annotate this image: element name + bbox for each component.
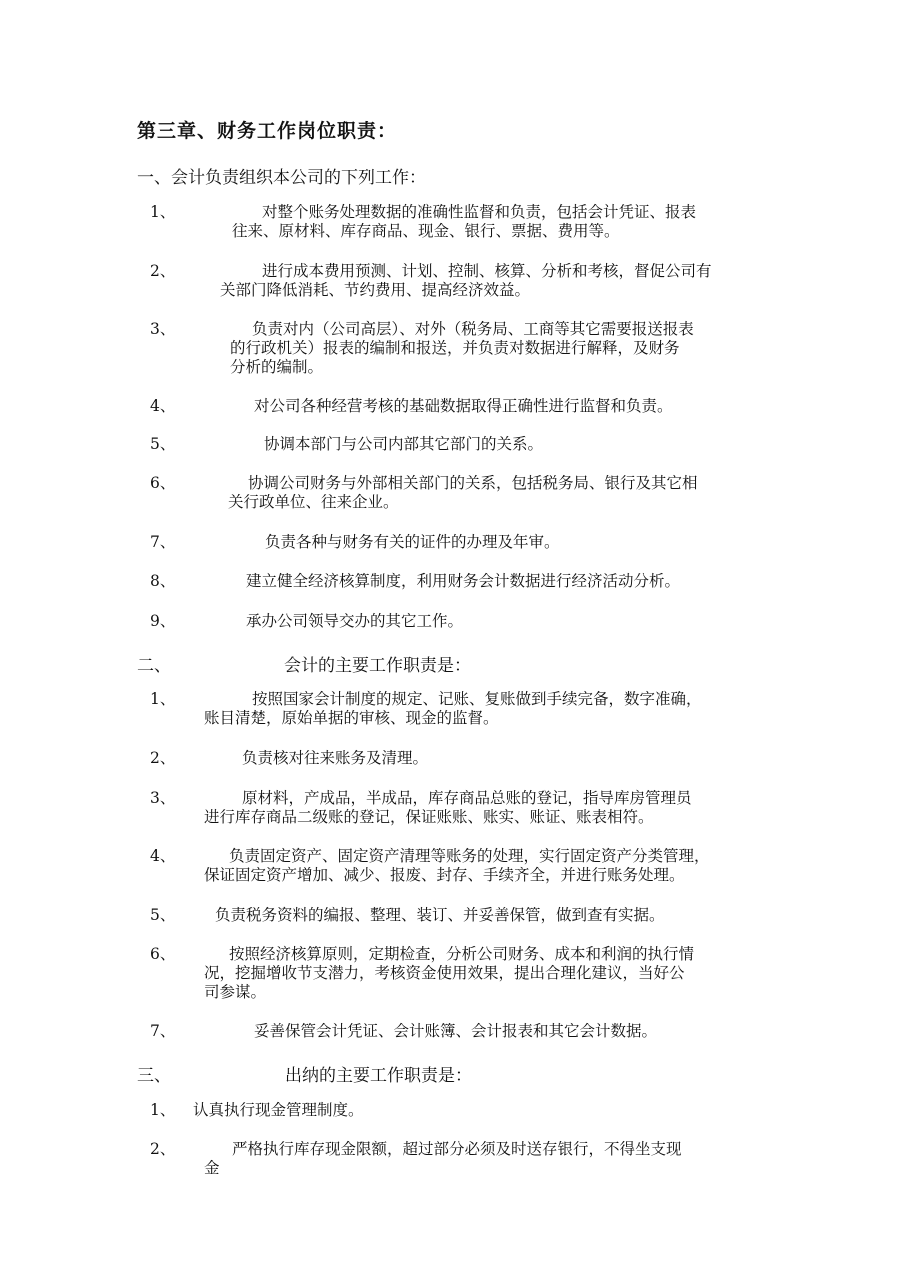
section-heading-text: 一、会计负责组织本公司的下列工作： bbox=[137, 168, 426, 188]
document-page: 第三章、财务工作岗位职责： 一、会计负责组织本公司的下列工作： 1、 对整个账务处理数据的准确性监督和负责，包括会计凭证、报表 往来、原材料、库存商品、现金、银行、票据、费用等。 2、 进行成本费用预测、计划、控制、核算、分析和考核，督促公司有 关部门降低消耗、节约费用、提高经济效益。 3、 负责对内（公司高层）、对外（税务局、工商等其它需要报送报表 的行政机关）报表的编制和报送，并负责对数据进行解释，及财务 分析的编制。 4、 对公司各种经营考核的基础数据取得正确性进行监督和负责。 5、 协调本部门与公司内部其它部门的关系。 6、 协调公司财务与外部相关部门的关系，包括税务局、银行及其它相 关行政单位、往来企业。 7、 负责各种与财务有关的证件的办理及年审。 8、 建立健全经济核算制度，利用财务会计数据进行经济活动分析。 9、 承办公司领导交办的其它工作。 二、 会计的主要工作职责是： 1、 按照国家会计制度的规定、记账、复账做到手续完备，数字准确， 账目清楚，原始单据的审核、现金的监督。 2、 负责核对往来账务及清理。 3、 原材料，产成品，半成品，库存商品总账的登记，指导库房管理员 进行库存商品二级账的登记，保证账账、账实、账证、账表相符。 4、 负责固定资产、固定资产清理等账务的处理，实行固定资产分类管理， 保证固定资产增加、减少、报废、封存、手续齐全，并进行账务处理。 5、 负责税务资料的编报、整理、装订、并妥善保管，做到查有实据。 6、 按照经济核算原则，定期检查，分析公司财务、成本和利润的执行情 况，挖掘增收节支潜力，考核资金使用效果，提出合理化建议，当好公 司参谋。 7、 妥善保管会计凭证、会计账簿、会计报表和其它会计数据。 三、 出纳的主要工作职责是： 1、 认真执行现金管理制度。 2、 严格执行库存现金限额，超过部分必须及时送存银行，不得坐支现 金 bbox=[0, 0, 909, 1286]
section-heading-text: 会计的主要工作职责是： bbox=[284, 656, 471, 676]
section-heading-text: 出纳的主要工作职责是： bbox=[285, 1066, 472, 1086]
chapter-title: 第三章、财务工作岗位职责： bbox=[137, 120, 398, 142]
